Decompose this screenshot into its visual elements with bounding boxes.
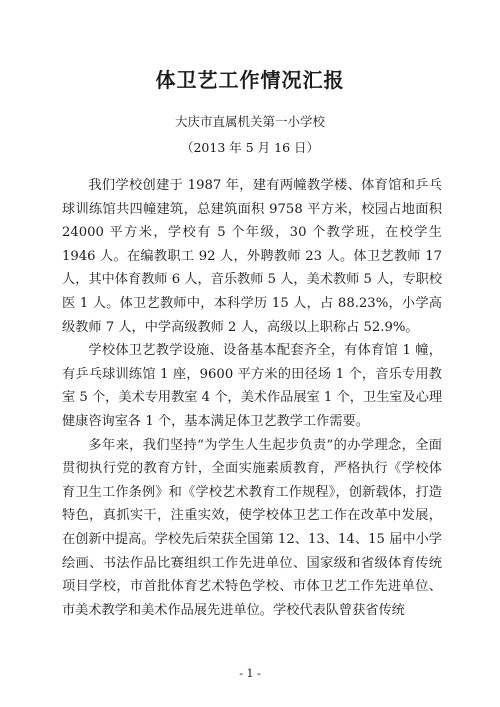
- school-name: 大庆市直属机关第一小学校: [174, 114, 325, 129]
- paragraph-2: 学校体卫艺教学设施、设备基本配套齐全，有体育馆 1 幢，有乒乓球训练馆 1 座，9600 平方米的田径场 1 个，音乐专用教室 5 个，美术专用教室 4 个，美术作品展室 1 个，卫生室及心理健康咨询室各 1 个，基本满足体卫艺教学工作需要。: [62, 343, 443, 429]
- document-body: [62, 174, 442, 622]
- report-date: （2013 年 5 月 16 日）: [180, 140, 320, 155]
- paragraph-1: 我们学校创建于 1987 年，建有两幢教学楼、体育馆和乒乓球训练馆共四幢建筑，总建筑面积 9758 平方米，校园占地面积 24000 平方米，学校有 5 个年级，30 个教学班，在校学生 1946 人。在编教职工 92 人，外聘教师 23 人。体卫艺教师 17 人，其中体育教师 6 人，音乐教师 5 人，美术教师 5 人，专职校医 1 人。体卫艺教师中，本科学历 15 人，占 88.23%，小学高级教师 7 人，中学高级教师 2 人，高级以上职称占 52.9%。: [62, 178, 443, 335]
- paragraph-3: 多年来，我们坚持“为学生人生起步负责”的办学理念，全面贯彻执行党的教育方针，全面实施素质教育，严格执行《学校体育卫生工作条例》和《学校艺术教育工作规程》，创新载体，打造特色，真抓实干，注重实效，使学校体卫艺工作在改革中发展，在创新中提高。学校先后荣获全国第 12、13、14、15 届中小学绘画、书法作品比赛组织工作先进单位、国家级和省级体育传统项目学校，市首批体育艺术特色学校、市体卫艺工作先进单位、市美术教学和美术作品展先进单位。学校代表队曾获省传统: [62, 437, 442, 618]
- page-number: - 1 -: [239, 667, 261, 680]
- document-title: 体卫艺工作情况汇报: [155, 68, 345, 92]
